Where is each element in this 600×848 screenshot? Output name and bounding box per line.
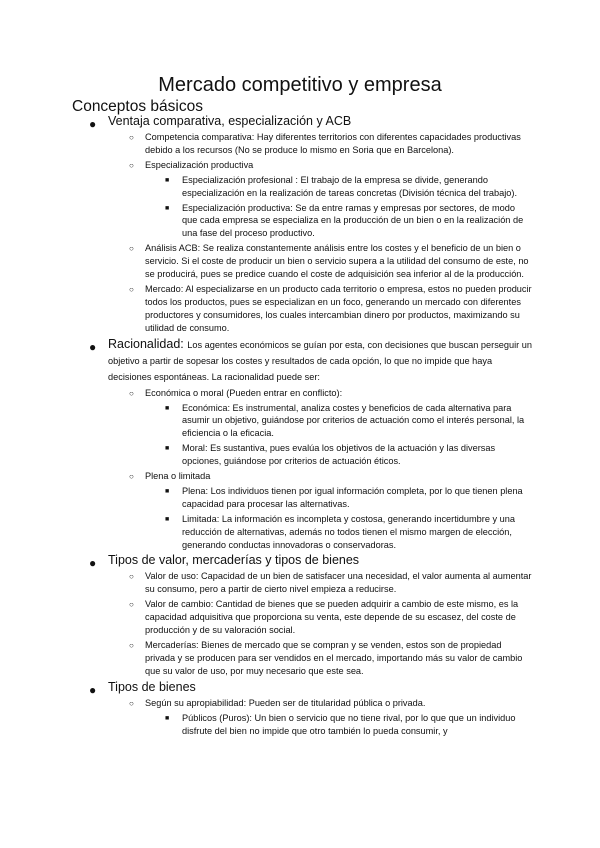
list-item <box>72 114 532 335</box>
item-heading: Tipos de bienes <box>108 679 196 694</box>
item-text: Mercaderías: Bienes de mercado que se compran y se venden, estos son de propiedad privada y se producen para ser vendidos en el mercado, importando más su valor de cambio que su valor de uso, por muy necesario que este sea. <box>145 640 523 676</box>
list-item <box>72 283 532 335</box>
circle-bullet-icon: ○ <box>129 698 134 708</box>
list-item <box>72 712 532 738</box>
item-text: Mercado: Al especializarse en un producto cada territorio o empresa, estos no pueden producir todos los productos, pues se especializan en un foco, generando un mercado con diferentes productores y consumidores, los cuales intercambian dinero por productos, maximizando su utilidad de consumo. <box>145 283 532 333</box>
item-text: Limitada: La información es incompleta y costosa, generando incertidumbre y una reducción de alternativas, además no todos tienen el mismo margen de elección, generando conductas innovadoras o conservadoras. <box>182 513 515 550</box>
square-bullet-icon: ■ <box>165 404 170 412</box>
item-text: Análisis ACB: Se realiza constantemente análisis entre los costes y el beneficio de un bien o servicio. Si el coste de producir un bien o servicio supera a la utilidad del consumo de este, no se producirá, pues se predice cuando el coste de adquisición sea inferior al de la producción. <box>145 243 529 280</box>
item-heading: Tipos de valor, mercaderías y tipos de bienes <box>108 553 360 568</box>
list-item <box>72 570 532 596</box>
item-text: Especialización productiva <box>145 159 254 170</box>
circle-bullet-icon: ○ <box>129 472 134 482</box>
section-heading: Conceptos básicos <box>72 98 203 115</box>
list-item <box>72 442 532 468</box>
list-item <box>72 553 532 677</box>
list-item <box>72 174 532 200</box>
list-item <box>72 131 532 157</box>
circle-bullet-icon: ○ <box>129 244 134 254</box>
item-body: Los agentes económicos se guían por esta, con decisiones que buscan perseguir un objetivo a partir de sopesar los costes y resultados de cada opción, lo que no impide que haya decisiones espontáneas. La racionalidad puede ser: <box>108 339 532 382</box>
list-item <box>72 337 532 552</box>
item-text: Plena: Los individuos tienen por igual información completa, por lo que tienen plena capacidad para procesar las alternativas. <box>182 485 523 509</box>
bullet-icon: ● <box>89 339 97 354</box>
item-text: Plena o limitada <box>145 471 211 482</box>
bullet-icon: ● <box>89 556 97 571</box>
list-item <box>72 387 532 468</box>
bullet-icon: ● <box>89 682 97 697</box>
item-text: Según su apropiabilidad: Pueden ser de titularidad pública o privada. <box>145 697 426 708</box>
list-item <box>72 159 532 240</box>
circle-bullet-icon: ○ <box>129 388 134 398</box>
bullet-icon: ● <box>89 117 97 131</box>
circle-bullet-icon: ○ <box>129 133 134 142</box>
square-bullet-icon: ■ <box>165 714 170 722</box>
item-text: Valor de cambio: Cantidad de bienes que se pueden adquirir a cambio de este mismo, es la capacidad adquisitiva que proporciona su venta, este depende de su escasez, del coste de producción y de su valoración social. <box>145 599 519 636</box>
list-item <box>72 470 532 551</box>
list-item <box>72 513 532 552</box>
item-text: Competencia comparativa: Hay diferentes territorios con diferentes capacidades productivas debido a los recursos (No se produce lo mismo en Soria que en Barcelona). <box>145 132 521 155</box>
list-item <box>72 680 532 738</box>
page-title: Mercado competitivo y empresa <box>158 74 442 96</box>
item-heading: Ventaja comparativa, especialización y ACB <box>108 114 352 128</box>
item-text: Especialización productiva: Se da entre ramas y empresas por sectores, de modo que cada empresa se especializa en la producción de un bien o en la realización de una fase del proceso productivo. <box>182 202 524 239</box>
list-item <box>72 485 532 511</box>
list-item <box>72 402 532 441</box>
circle-bullet-icon: ○ <box>129 284 134 294</box>
item-text: Especialización profesional : El trabajo de la empresa se divide, generando especialización en la realización de tareas concretas (División técnica del trabajo). <box>182 174 518 198</box>
circle-bullet-icon: ○ <box>129 600 134 610</box>
square-bullet-icon: ■ <box>165 515 170 523</box>
item-text: Públicos (Puros): Un bien o servicio que no tiene rival, por lo que que un individuo disfrute del bien no impide que otro también lo pueda consumir, y <box>182 712 516 736</box>
list-item <box>72 697 532 738</box>
list-item <box>72 598 532 637</box>
outline <box>72 114 532 737</box>
list-item <box>72 639 532 678</box>
item-text: Valor de uso: Capacidad de un bien de satisfacer una necesidad, el valor aumenta al aumentar su consumo, pero a partir de cierto nivel empieza a reducirse. <box>145 571 532 595</box>
item-text: Económica: Es instrumental, analiza costes y beneficios de cada alternativa para asumir un objetivo, guiándose por criterios de actuación como el interés personal, la eficiencia o la eficacia. <box>182 402 525 439</box>
list-item <box>72 202 532 241</box>
square-bullet-icon: ■ <box>165 204 170 212</box>
circle-bullet-icon: ○ <box>129 572 134 582</box>
circle-bullet-icon: ○ <box>129 641 134 650</box>
circle-bullet-icon: ○ <box>129 160 134 170</box>
item-text: Económica o moral (Pueden entrar en conflicto): <box>145 387 343 398</box>
square-bullet-icon: ■ <box>165 176 170 184</box>
item-heading-line <box>108 337 532 385</box>
square-bullet-icon: ■ <box>165 487 170 495</box>
item-heading: Racionalidad: <box>108 336 184 351</box>
item-text: Moral: Es sustantiva, pues evalúa los objetivos de la actuación y las diversas opciones, guiándose por criterios de actuación éticos. <box>182 443 496 467</box>
list-item <box>72 242 532 281</box>
square-bullet-icon: ■ <box>165 445 170 453</box>
